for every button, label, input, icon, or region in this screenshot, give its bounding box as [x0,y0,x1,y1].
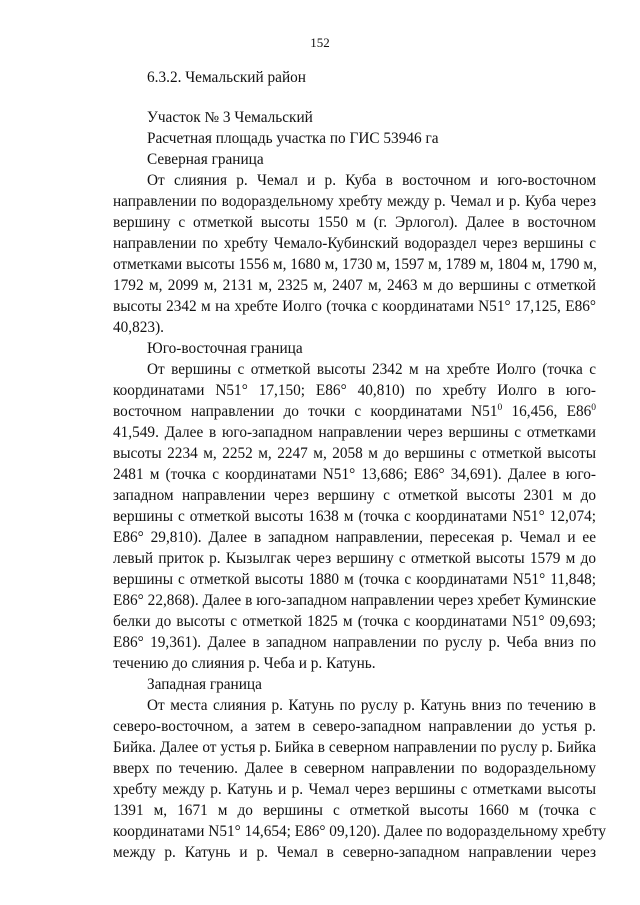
west-heading: Западная граница [147,676,262,693]
paragraph-line: вверх по течению. Далее в северном направлении по водораздельному [113,760,596,777]
paragraph-line: координатами N51° 14,654; E86° 09,120). Далее по водораздельному хребту [113,823,607,840]
paragraph-line: отметками высоты 1556 м, 1680 м, 1730 м, 1597 м, 1789 м, 1804 м, 1790 м, [113,256,597,273]
paragraph-line: хребту между р. Катунь и р. Чемал через вершины с отметками высоты [113,781,596,798]
paragraph-line: вершины с отметкой высоты 1880 м (точка с координатами N51° 11,848; [113,571,596,588]
paragraph-line: Бийка. Далее от устья р. Бийка в северном направлении по руслу р. Бийка [113,739,596,756]
paragraph-line: вершину с отметкой высоты 1550 м (г. Эрлогол). Далее в восточном [113,214,596,231]
paragraph-line [113,401,596,423]
paragraph-line: От слияния р. Чемал и р. Куба в восточном и юго-восточном [147,172,596,189]
paragraph-line: направлении по водораздельному хребту между р. Чемал и р. Куба через [113,193,596,210]
paragraph-line: направлении по хребту Чемало-Кубинский водораздел через вершины с [113,235,596,252]
paragraph-line: От вершины с отметкой высоты 2342 м на хребте Иолго (точка с [147,361,596,378]
section-title: 6.3.2. Чемальский район [147,69,306,86]
paragraph-line: E86° 19,361). Далее в западном направлении по руслу р. Чеба вниз по [113,634,596,651]
paragraph-line: От места слияния р. Катунь по руслу р. Катунь вниз по течению в [147,697,596,714]
north-heading: Северная граница [147,151,264,168]
paragraph-line: E86° 29,810). Далее в западном направлении, пересекая р. Чемал и ее [113,529,596,546]
paragraph-line: между р. Катунь и р. Чемал в северно-западном направлении через [113,844,596,861]
paragraph-line: 1792 м, 2099 м, 2131 м, 2325 м, 2407 м, 2463 м до вершины с отметкой [113,277,596,294]
paragraph-line: 40,823). [113,319,164,336]
paragraph-line: высоты 2234 м, 2252 м, 2247 м, 2058 м до вершины с отметкой высоты [113,445,596,462]
paragraph-line: левый приток р. Кызылгак через вершину с отметкой высоты 1579 м до [113,550,596,567]
degree-superscript: 0 [591,403,596,413]
paragraph-line: высоты 2342 м на хребте Иолго (точка с координатами N51° 17,125, E86° [113,298,596,315]
page-number: 152 [310,35,330,50]
paragraph-line: 1391 м, 1671 м до вершины с отметкой высоты 1660 м (точка с [113,802,596,819]
plot-title: Участок № 3 Чемальский [147,109,313,126]
line-text: восточном направлении до точки с координатами N51 [113,403,498,420]
paragraph-line: течению до слияния р. Чеба и р. Катунь. [113,655,376,672]
paragraph-line: западном направлении через вершину с отметкой высоты 2301 м до [113,487,596,504]
degree-superscript: 0 [497,403,503,413]
paragraph-line: вершины с отметкой высоты 1638 м (точка с координатами N51° 12,074; [113,508,596,525]
line-text: 16,456, E86 [502,403,592,420]
paragraph-line: координатами N51° 17,150; E86° 40,810) по хребту Иолго в юго- [113,382,596,399]
paragraph-line: белки до высоты с отметкой 1825 м (точка с координатами N51° 09,693; [113,613,596,630]
paragraph-line: северо-восточном, а затем в северо-западном направлении до устья р. [113,718,596,735]
paragraph-line: E86° 22,868). Далее в юго-западном направлении через хребет Куминские [113,592,596,609]
area-line: Расчетная площадь участка по ГИС 53946 га [147,130,439,147]
southeast-heading: Юго-восточная граница [147,340,303,357]
paragraph-line: 41,549. Далее в юго-западном направлении через вершины с отметками [113,424,596,441]
paragraph-line: 2481 м (точка с координатами N51° 13,686; E86° 34,691). Далее в юго- [113,466,596,483]
